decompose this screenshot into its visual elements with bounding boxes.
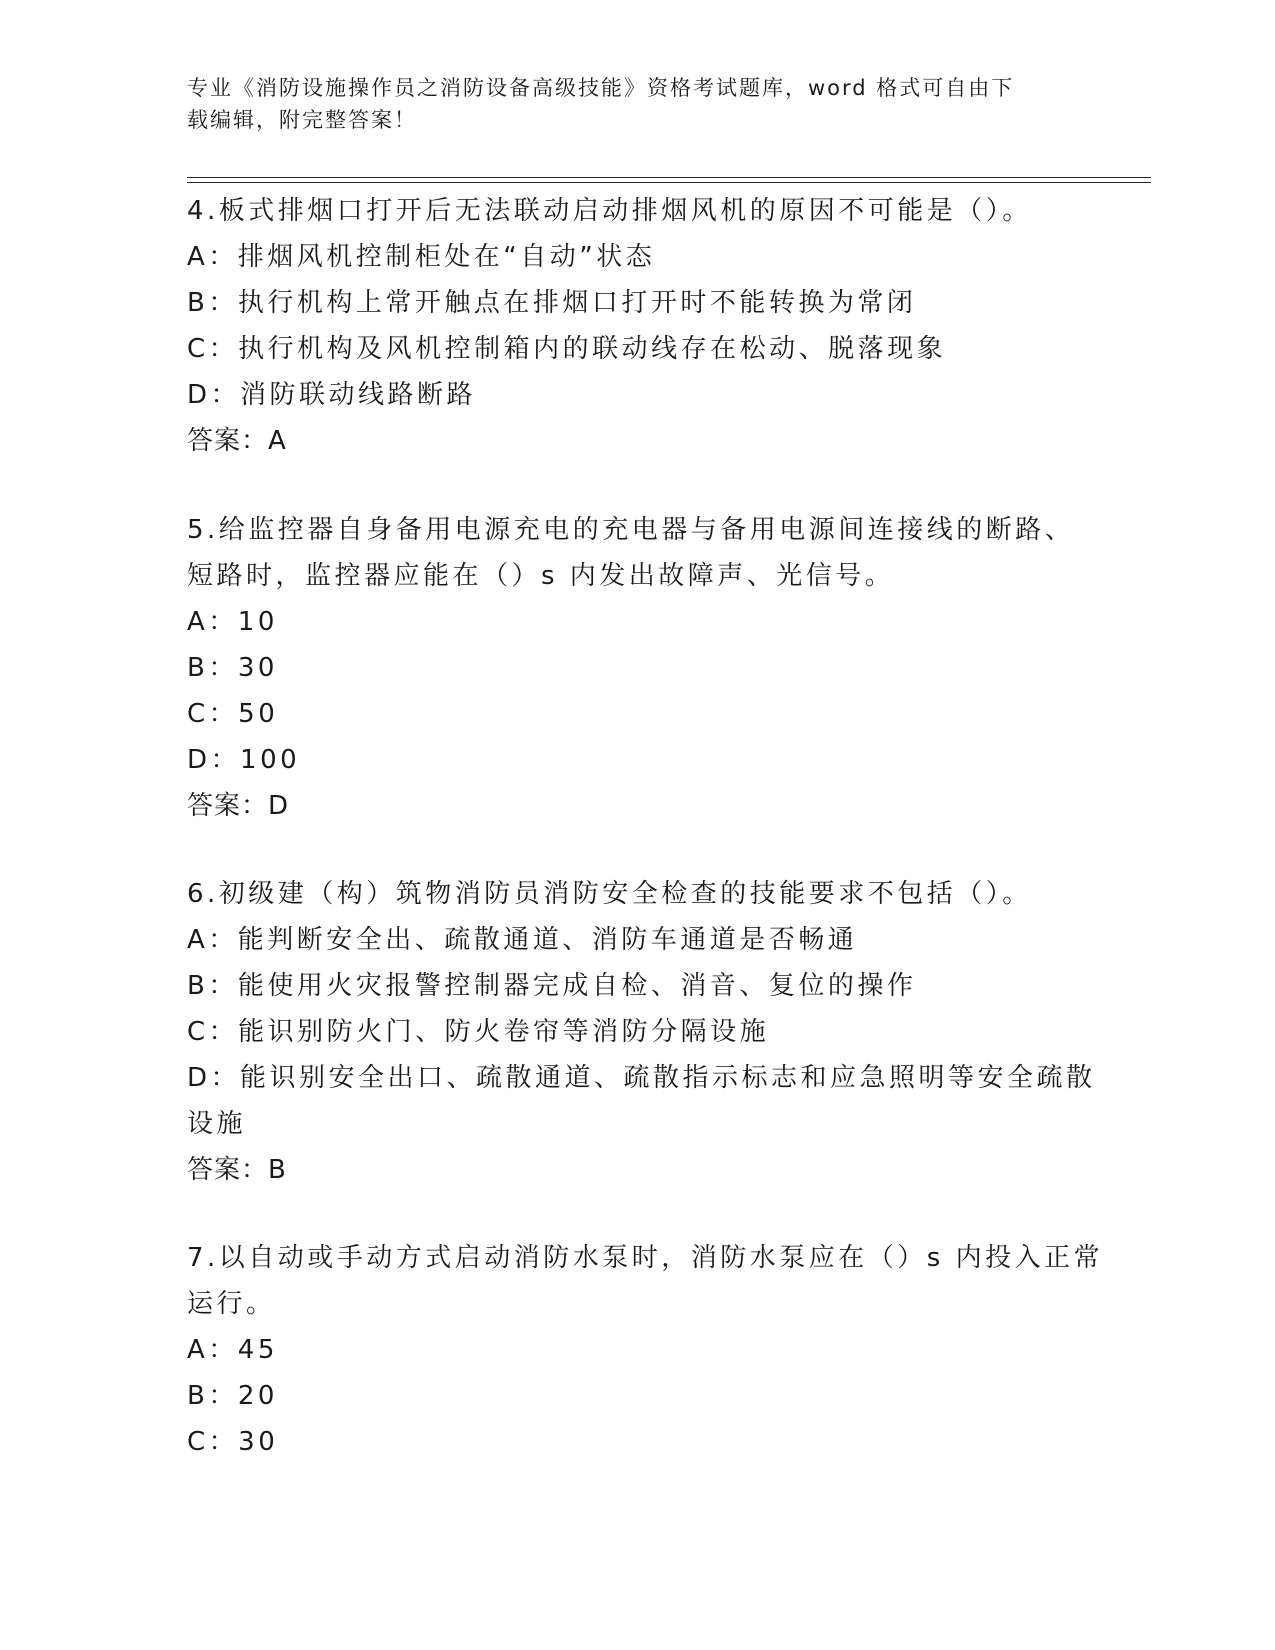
- option-c: C：执行机构及风机控制箱内的联动线存在松动、脱落现象: [187, 334, 947, 364]
- option-b: B：执行机构上常开触点在排烟口打开时不能转换为常闭: [187, 288, 917, 318]
- header-line-1: 专业《消防设施操作员之消防设备高级技能》资格考试题库，word 格式可自由下: [187, 76, 1015, 100]
- question-stem-line-1: 5.给监控器自身备用电源充电的充电器与备用电源间连接线的断路、: [187, 515, 1075, 545]
- option-a: A：10: [187, 607, 278, 637]
- option-d-line-1: D：能识别安全出口、疏散通道、疏散指示标志和应急照明等安全疏散: [187, 1063, 1096, 1093]
- option-a: A：排烟风机控制柜处在“自动”状态: [187, 242, 656, 272]
- question-stem-line-1: 7.以自动或手动方式启动消防水泵时，消防水泵应在（）s 内投入正常: [187, 1243, 1104, 1273]
- question-4: [187, 188, 1087, 464]
- option-d: D：消防联动线路断路: [187, 380, 477, 410]
- header-line-2: 载编辑，附完整答案！: [187, 108, 417, 132]
- header-divider-top: [187, 177, 1151, 178]
- question-stem: 4.板式排烟口打开后无法联动启动排烟风机的原因不可能是（）。: [187, 196, 1032, 226]
- question-7: [187, 1235, 1104, 1465]
- answer-label: 答案：D: [187, 791, 290, 821]
- option-b: B：能使用火灾报警控制器完成自检、消音、复位的操作: [187, 971, 917, 1001]
- question-stem-line-2: 运行。: [187, 1289, 276, 1319]
- document-header: [187, 72, 1067, 136]
- answer-label: 答案：B: [187, 1155, 287, 1185]
- question-stem: 6.初级建（构）筑物消防员消防安全检查的技能要求不包括（）。: [187, 879, 1032, 909]
- answer-label: 答案：A: [187, 426, 287, 456]
- option-c: C：50: [187, 699, 279, 729]
- option-c: C：能识别防火门、防火卷帘等消防分隔设施: [187, 1017, 770, 1047]
- question-5: [187, 507, 1087, 829]
- option-d-line-2: 设施: [187, 1109, 247, 1139]
- option-d: D：100: [187, 745, 301, 775]
- header-divider-bottom: [187, 182, 1151, 183]
- option-b: B：30: [187, 653, 278, 683]
- question-6: [187, 871, 1096, 1193]
- option-b: B：20: [187, 1381, 278, 1411]
- option-a: A：45: [187, 1335, 278, 1365]
- option-c: C：30: [187, 1427, 279, 1457]
- option-a: A：能判断安全出、疏散通道、消防车通道是否畅通: [187, 925, 858, 955]
- question-stem-line-2: 短路时，监控器应能在（）s 内发出故障声、光信号。: [187, 561, 895, 591]
